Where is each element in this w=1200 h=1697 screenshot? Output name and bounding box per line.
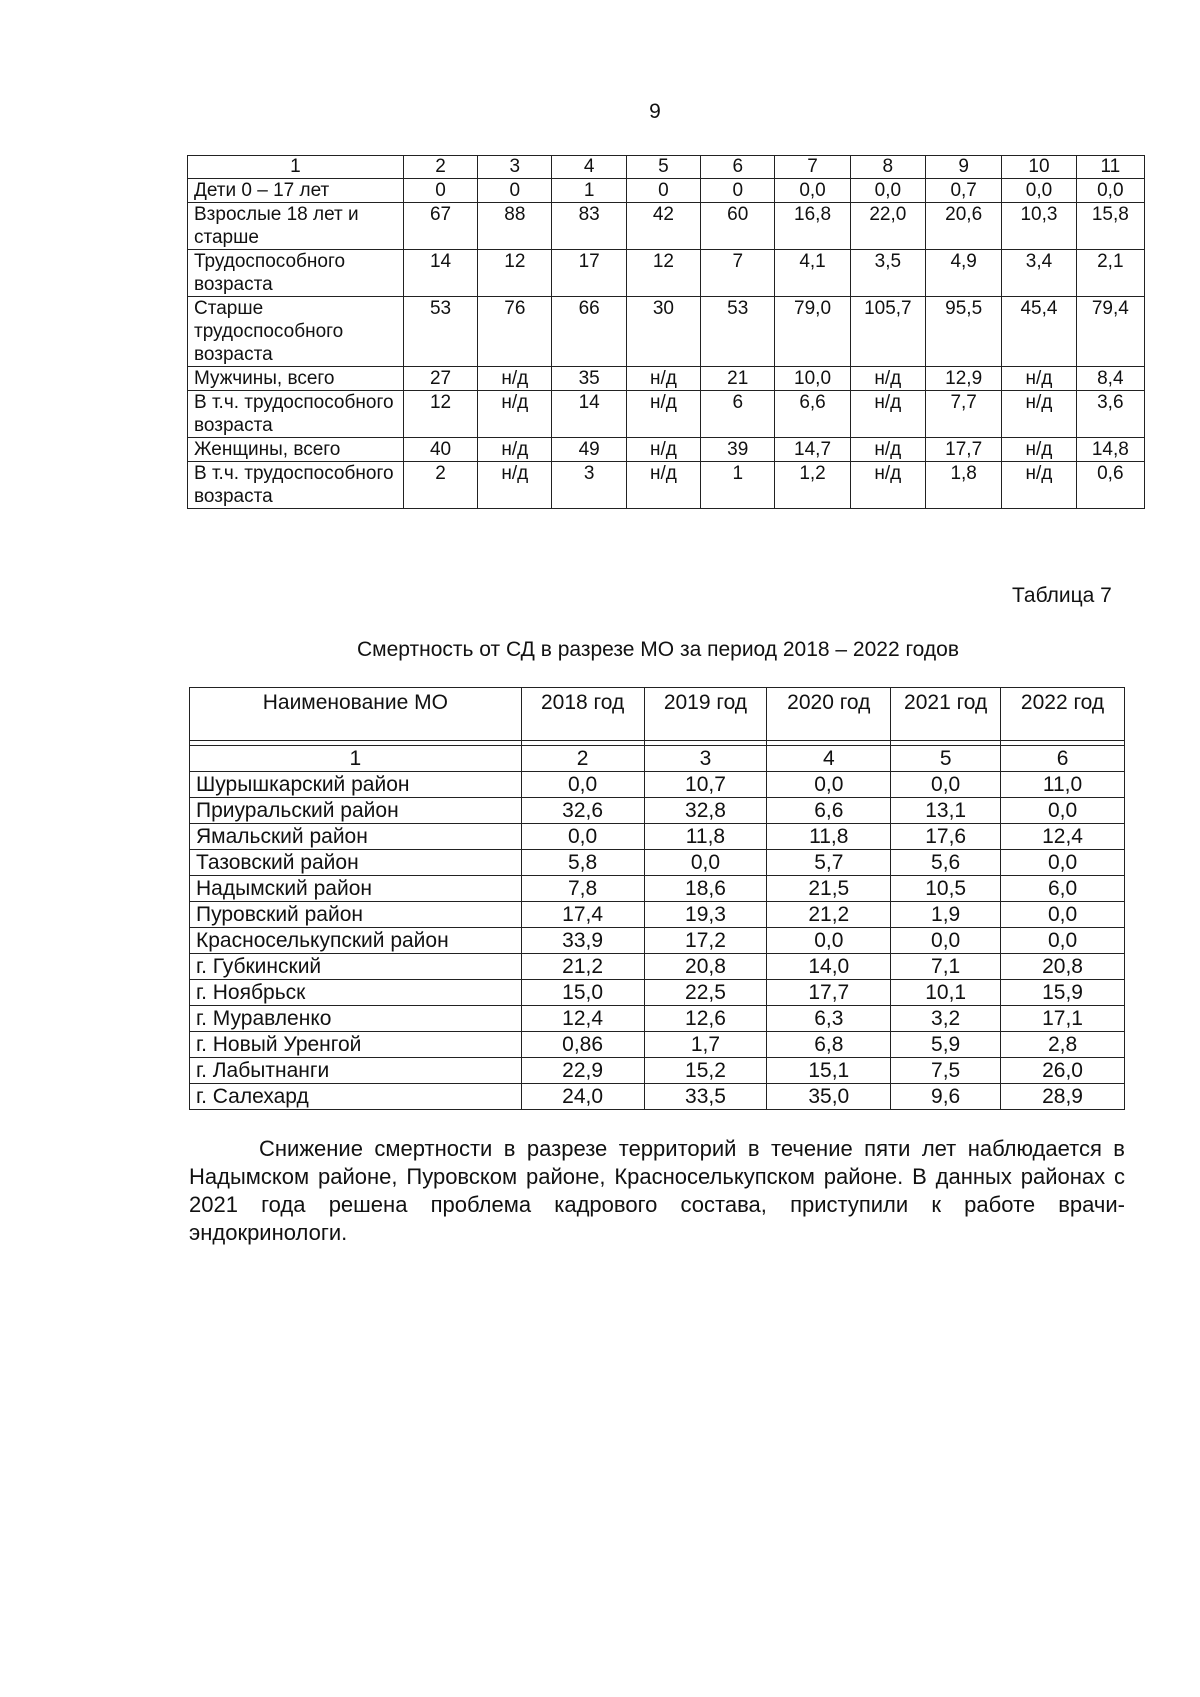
value-cell: 17,1 — [1001, 1006, 1125, 1032]
value-cell: н/д — [1002, 391, 1076, 438]
value-cell: 12,4 — [521, 1006, 644, 1032]
value-cell: 3 — [552, 462, 626, 509]
table-row — [190, 798, 1125, 824]
value-cell: 0,0 — [850, 179, 925, 203]
table-row — [188, 179, 1145, 203]
table-caption: Таблица 7 — [1012, 584, 1112, 607]
value-cell: н/д — [626, 367, 700, 391]
value-cell: 14 — [552, 391, 626, 438]
value-cell: 0 — [626, 179, 700, 203]
table-title: Смертность от СД в разрезе МО за период 2018 – 2022 годов — [357, 638, 959, 661]
table-header-row — [190, 688, 1125, 741]
value-cell: 49 — [552, 438, 626, 462]
table-row — [190, 980, 1125, 1006]
value-cell: 0,0 — [521, 772, 644, 798]
value-cell: 22,5 — [644, 980, 767, 1006]
value-cell: 40 — [403, 438, 477, 462]
row-label-cell: Женщины, всего — [188, 438, 404, 462]
value-cell: 7,8 — [521, 876, 644, 902]
value-cell: 10,0 — [775, 367, 850, 391]
value-cell: 7,5 — [891, 1058, 1001, 1084]
mo-name-cell: Ямальский район — [190, 824, 522, 850]
value-cell: 11,8 — [644, 824, 767, 850]
value-cell: н/д — [478, 391, 552, 438]
value-cell: 7,1 — [891, 954, 1001, 980]
value-cell: 15,0 — [521, 980, 644, 1006]
value-cell: 27 — [403, 367, 477, 391]
column-number-cell: 6 — [1001, 746, 1125, 772]
mo-name-cell: г. Новый Уренгой — [190, 1032, 522, 1058]
value-cell: 6,6 — [775, 391, 850, 438]
table-row — [190, 1006, 1125, 1032]
value-cell: 1,8 — [926, 462, 1002, 509]
value-cell: н/д — [850, 462, 925, 509]
value-cell: 6,6 — [767, 798, 891, 824]
value-cell: 17,6 — [891, 824, 1001, 850]
value-cell: 12 — [478, 250, 552, 297]
value-cell: н/д — [626, 438, 700, 462]
column-number-cell: 5 — [626, 156, 700, 179]
value-cell: 15,2 — [644, 1058, 767, 1084]
value-cell: 0,7 — [926, 179, 1002, 203]
column-header-cell: 2019 год — [644, 688, 767, 741]
value-cell: 88 — [478, 203, 552, 250]
value-cell: 11,8 — [767, 824, 891, 850]
value-cell: 0,0 — [1076, 179, 1144, 203]
value-cell: 1 — [701, 462, 775, 509]
mo-name-cell: Шурышкарский район — [190, 772, 522, 798]
value-cell: 7 — [701, 250, 775, 297]
column-number-cell: 6 — [701, 156, 775, 179]
column-header-cell: 2021 год — [891, 688, 1001, 741]
value-cell: 3,5 — [850, 250, 925, 297]
value-cell: н/д — [478, 367, 552, 391]
value-cell: 12 — [626, 250, 700, 297]
value-cell: 10,5 — [891, 876, 1001, 902]
row-label-cell: Старше трудоспособного возраста — [188, 297, 404, 367]
value-cell: 1 — [552, 179, 626, 203]
value-cell: 28,9 — [1001, 1084, 1125, 1110]
value-cell: 5,6 — [891, 850, 1001, 876]
statistics-table-continuation — [187, 155, 1145, 509]
table-row — [190, 824, 1125, 850]
value-cell: 0,0 — [1001, 798, 1125, 824]
mo-name-cell: г. Губкинский — [190, 954, 522, 980]
value-cell: 10,7 — [644, 772, 767, 798]
value-cell: 21,2 — [521, 954, 644, 980]
value-cell: 6,8 — [767, 1032, 891, 1058]
value-cell: 12,4 — [1001, 824, 1125, 850]
table-row — [190, 1032, 1125, 1058]
value-cell: 21 — [701, 367, 775, 391]
mo-name-cell: Красноселькупский район — [190, 928, 522, 954]
value-cell: 0,0 — [1001, 902, 1125, 928]
column-number-cell: 4 — [767, 746, 891, 772]
value-cell: 10,1 — [891, 980, 1001, 1006]
value-cell: 32,6 — [521, 798, 644, 824]
value-cell: 26,0 — [1001, 1058, 1125, 1084]
value-cell: 17 — [552, 250, 626, 297]
column-header-cell: 2018 год — [521, 688, 644, 741]
table-row — [190, 954, 1125, 980]
value-cell: 15,9 — [1001, 980, 1125, 1006]
mortality-by-mo-table — [189, 687, 1125, 1110]
value-cell: 11,0 — [1001, 772, 1125, 798]
value-cell: н/д — [626, 462, 700, 509]
table-row — [190, 928, 1125, 954]
column-number-cell: 11 — [1076, 156, 1144, 179]
table-row — [188, 203, 1145, 250]
value-cell: 0 — [478, 179, 552, 203]
table-header-row — [188, 156, 1145, 179]
value-cell: 1,7 — [644, 1032, 767, 1058]
table-row — [190, 902, 1125, 928]
column-number-cell: 10 — [1002, 156, 1076, 179]
value-cell: 15,1 — [767, 1058, 891, 1084]
value-cell: 22,9 — [521, 1058, 644, 1084]
mo-name-cell: Пуровский район — [190, 902, 522, 928]
value-cell: 0,6 — [1076, 462, 1144, 509]
value-cell: н/д — [478, 438, 552, 462]
value-cell: 17,7 — [926, 438, 1002, 462]
value-cell: 5,7 — [767, 850, 891, 876]
value-cell: 60 — [701, 203, 775, 250]
value-cell: 83 — [552, 203, 626, 250]
column-number-cell: 1 — [190, 746, 522, 772]
value-cell: 19,3 — [644, 902, 767, 928]
page-number: 9 — [649, 100, 661, 123]
value-cell: 6 — [701, 391, 775, 438]
value-cell: 7,7 — [926, 391, 1002, 438]
value-cell: 67 — [403, 203, 477, 250]
value-cell: 1,2 — [775, 462, 850, 509]
value-cell: 0,0 — [1001, 928, 1125, 954]
row-label-cell: Трудоспособного возраста — [188, 250, 404, 297]
row-label-cell: Мужчины, всего — [188, 367, 404, 391]
value-cell: 30 — [626, 297, 700, 367]
table-row — [190, 1084, 1125, 1110]
value-cell: 2 — [403, 462, 477, 509]
value-cell: 3,2 — [891, 1006, 1001, 1032]
value-cell: 9,6 — [891, 1084, 1001, 1110]
value-cell: 13,1 — [891, 798, 1001, 824]
table-row — [190, 772, 1125, 798]
value-cell: 53 — [403, 297, 477, 367]
value-cell: 79,0 — [775, 297, 850, 367]
value-cell: 0,0 — [1001, 850, 1125, 876]
column-number-cell: 2 — [521, 746, 644, 772]
column-number-cell: 3 — [644, 746, 767, 772]
value-cell: 0,0 — [644, 850, 767, 876]
value-cell: н/д — [478, 462, 552, 509]
value-cell: 18,6 — [644, 876, 767, 902]
value-cell: 12,6 — [644, 1006, 767, 1032]
table-row — [188, 367, 1145, 391]
value-cell: 8,4 — [1076, 367, 1144, 391]
value-cell: 0,0 — [767, 772, 891, 798]
value-cell: н/д — [850, 391, 925, 438]
value-cell: 20,8 — [1001, 954, 1125, 980]
value-cell: 3,4 — [1002, 250, 1076, 297]
table-row — [188, 462, 1145, 509]
column-number-cell: 1 — [188, 156, 404, 179]
value-cell: 53 — [701, 297, 775, 367]
value-cell: н/д — [850, 367, 925, 391]
value-cell: 35,0 — [767, 1084, 891, 1110]
value-cell: н/д — [1002, 462, 1076, 509]
column-header-cell: 2020 год — [767, 688, 891, 741]
value-cell: 20,8 — [644, 954, 767, 980]
column-header-cell: 2022 год — [1001, 688, 1125, 741]
value-cell: 1,9 — [891, 902, 1001, 928]
value-cell: 3,6 — [1076, 391, 1144, 438]
value-cell: 4,9 — [926, 250, 1002, 297]
column-number-cell: 9 — [926, 156, 1002, 179]
mo-name-cell: Тазовский район — [190, 850, 522, 876]
value-cell: 20,6 — [926, 203, 1002, 250]
value-cell: 45,4 — [1002, 297, 1076, 367]
column-header-cell: Наименование МО — [190, 688, 522, 741]
value-cell: н/д — [1002, 367, 1076, 391]
value-cell: 17,2 — [644, 928, 767, 954]
value-cell: 0 — [403, 179, 477, 203]
table-row — [190, 876, 1125, 902]
value-cell: 21,5 — [767, 876, 891, 902]
mo-name-cell: г. Муравленко — [190, 1006, 522, 1032]
mo-name-cell: г. Салехард — [190, 1084, 522, 1110]
value-cell: 0,0 — [767, 928, 891, 954]
value-cell: 33,9 — [521, 928, 644, 954]
value-cell: 0,0 — [775, 179, 850, 203]
row-label-cell: В т.ч. трудоспособного возраста — [188, 391, 404, 438]
value-cell: 2,1 — [1076, 250, 1144, 297]
column-number-cell: 7 — [775, 156, 850, 179]
value-cell: 0,0 — [521, 824, 644, 850]
value-cell: 0,0 — [891, 772, 1001, 798]
value-cell: 32,8 — [644, 798, 767, 824]
value-cell: 79,4 — [1076, 297, 1144, 367]
value-cell: 14,8 — [1076, 438, 1144, 462]
value-cell: 17,4 — [521, 902, 644, 928]
column-number-cell: 5 — [891, 746, 1001, 772]
value-cell: 16,8 — [775, 203, 850, 250]
value-cell: 42 — [626, 203, 700, 250]
value-cell: 22,0 — [850, 203, 925, 250]
value-cell: 0,86 — [521, 1032, 644, 1058]
table-row — [190, 1058, 1125, 1084]
value-cell: 14 — [403, 250, 477, 297]
value-cell: 15,8 — [1076, 203, 1144, 250]
value-cell: 6,0 — [1001, 876, 1125, 902]
table-row — [190, 850, 1125, 876]
table-row — [188, 391, 1145, 438]
column-number-cell: 3 — [478, 156, 552, 179]
table-row — [188, 438, 1145, 462]
mo-name-cell: г. Лабытнанги — [190, 1058, 522, 1084]
value-cell: н/д — [850, 438, 925, 462]
value-cell: 24,0 — [521, 1084, 644, 1110]
value-cell: 5,8 — [521, 850, 644, 876]
row-label-cell: Взрослые 18 лет и старше — [188, 203, 404, 250]
value-cell: 0,0 — [1002, 179, 1076, 203]
value-cell: 0,0 — [891, 928, 1001, 954]
mo-name-cell: Надымский район — [190, 876, 522, 902]
column-number-cell: 4 — [552, 156, 626, 179]
mo-name-cell: Приуральский район — [190, 798, 522, 824]
row-label-cell: В т.ч. трудоспособного возраста — [188, 462, 404, 509]
value-cell: 105,7 — [850, 297, 925, 367]
value-cell: 6,3 — [767, 1006, 891, 1032]
value-cell: 4,1 — [775, 250, 850, 297]
column-number-row — [190, 746, 1125, 772]
table-row — [188, 250, 1145, 297]
value-cell: 21,2 — [767, 902, 891, 928]
value-cell: 14,7 — [775, 438, 850, 462]
value-cell: н/д — [626, 391, 700, 438]
table-row — [188, 297, 1145, 367]
value-cell: 76 — [478, 297, 552, 367]
value-cell: н/д — [1002, 438, 1076, 462]
value-cell: 14,0 — [767, 954, 891, 980]
row-label-cell: Дети 0 – 17 лет — [188, 179, 404, 203]
value-cell: 5,9 — [891, 1032, 1001, 1058]
value-cell: 35 — [552, 367, 626, 391]
value-cell: 17,7 — [767, 980, 891, 1006]
mo-name-cell: г. Ноябрьск — [190, 980, 522, 1006]
column-number-cell: 2 — [403, 156, 477, 179]
value-cell: 2,8 — [1001, 1032, 1125, 1058]
value-cell: 10,3 — [1002, 203, 1076, 250]
value-cell: 12,9 — [926, 367, 1002, 391]
column-number-cell: 8 — [850, 156, 925, 179]
body-paragraph: Снижение смертности в разрезе территорий в течение пяти лет наблюдается в Надымском районе, Пуровском районе, Красноселькупском районе. В данных районах с 2021 года решена проблема кадрового состава, приступили к работе врачи-эндокринологи. — [189, 1136, 1125, 1245]
value-cell: 39 — [701, 438, 775, 462]
value-cell: 12 — [403, 391, 477, 438]
value-cell: 0 — [701, 179, 775, 203]
value-cell: 66 — [552, 297, 626, 367]
value-cell: 95,5 — [926, 297, 1002, 367]
value-cell: 33,5 — [644, 1084, 767, 1110]
